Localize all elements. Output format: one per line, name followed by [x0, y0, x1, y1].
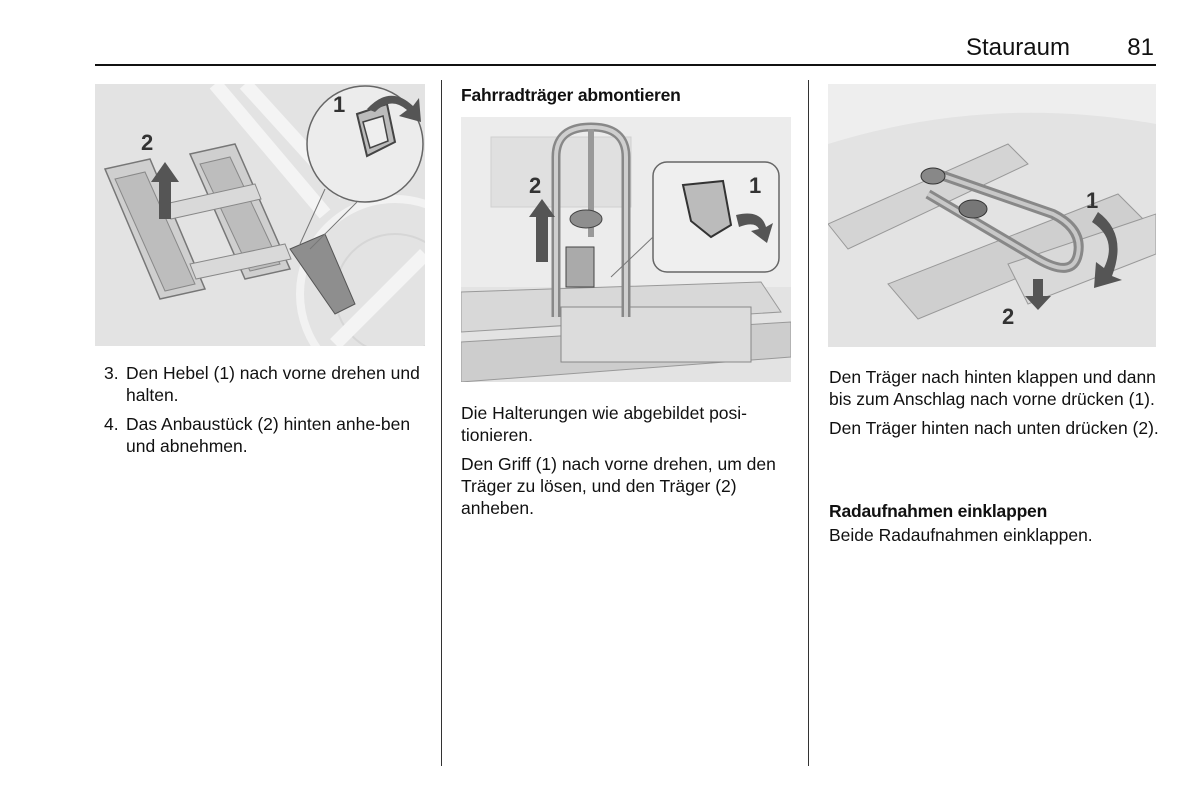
svg-text:1: 1: [1086, 188, 1099, 213]
step-number: 3.: [104, 363, 119, 383]
subsection-heading: Radaufnahmen einklappen: [829, 501, 1048, 521]
figure-release-carrier: [461, 117, 791, 382]
step-text: Das Anbaustück (2) hinten anhe-ben und abnehmen.: [126, 414, 411, 456]
figure-fold-carrier: [828, 84, 1156, 347]
paragraph: Den Träger nach hinten klappen und dann bis zum Anschlag nach vorne drücken (1).: [829, 367, 1156, 409]
paragraph: Die Halterungen wie abgebildet posi-tionieren.: [461, 403, 748, 445]
section-heading: Fahrradträger abmontieren: [461, 85, 681, 105]
figure-remove-adapter: [95, 84, 425, 346]
header-rule: [95, 64, 1156, 66]
column-divider-right: [808, 80, 809, 766]
paragraph: Beide Radaufnahmen einklappen.: [829, 525, 1093, 545]
paragraph: Den Griff (1) nach vorne drehen, um den Träger zu lösen, und den Träger (2) anheben.: [461, 454, 776, 518]
svg-text:2: 2: [529, 173, 542, 198]
instruction-text: [461, 402, 791, 526]
svg-text:2: 2: [1002, 304, 1015, 329]
list-item: [104, 413, 426, 457]
paragraph: Den Träger hinten nach unten drücken (2).: [829, 418, 1159, 438]
column-divider-left: [441, 80, 442, 766]
illustration-carrier-fold: [828, 84, 1156, 347]
step-number: 4.: [104, 414, 119, 434]
svg-text:1: 1: [749, 173, 762, 198]
section-title: Stauraum: [965, 34, 1070, 61]
svg-text:2: 2: [141, 130, 154, 155]
instruction-text: [829, 366, 1159, 446]
step-text: Den Hebel (1) nach vorne drehen und halten.: [126, 363, 420, 405]
svg-text:1: 1: [333, 92, 346, 117]
illustration-carrier-handle: [461, 117, 791, 382]
illustration-bike-carrier-adapter: [95, 84, 425, 346]
step-list: [104, 362, 426, 464]
list-item: [104, 362, 426, 406]
subsection-text: [829, 524, 1159, 553]
page-number: 81: [1127, 34, 1154, 61]
